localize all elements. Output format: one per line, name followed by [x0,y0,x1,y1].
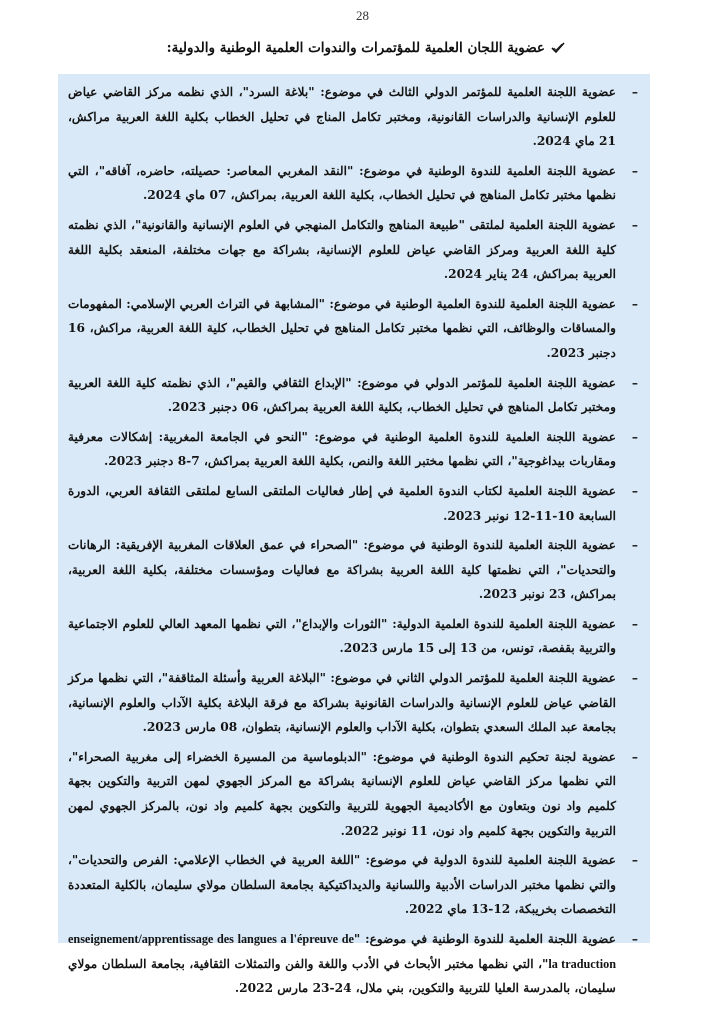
item-text: عضوية لجنة تحكيم الندوة الوطنية في موضوع: "الدبلوماسية من المسيرة الخضراء إلى مغربية الصحراء"، التي نظمها مركز القاضي عياض للعلوم الإنسانية بشراكة مع المركز الجهوي لمهن التربية والتكوين بجهة كلميم واد نون وبتعاون مع الأكاديمية الجهوية للتربية والتكوين بجهة كلميم واد نون، بالمركز الجهوي لمهن التربية والتكوين بجهة كلميم واد نون، 11 نونبر 2022. [68,749,616,838]
checkmark-arrow-icon [551,41,565,55]
item-text: عضوية اللجنة العلمية للندوة الدولية في موضوع: "اللغة العربية في الخطاب الإعلامي: الفرص والتحديات"، والتي نظمها مختبر الدراسات الأدبية واللسانية والديداكتيكية بجامعة السلطان مولاي سليمان، بالكلية المتعددة التخصصات بخريبكة، 12-13 ماي 2022. [68,853,616,917]
list-item [68,159,640,208]
bullet-dash: – [631,163,638,178]
bullet-dash: – [631,483,638,498]
list-item [68,213,640,287]
bullet-dash: – [631,538,638,553]
list-item [68,848,640,922]
list-item [68,292,640,366]
item-text: عضوية اللجنة العلمية للندوة العلمية الوطنية في موضوع: "النحو في الجامعة المغربية: إشكالات معرفية ومقاربات بيداغوجية"، التي نظمها مختبر اللغة والنص، بكلية اللغة العربية بمراكش، 7-8 دجنبر 2023. [68,429,616,469]
bullet-dash: – [631,296,638,311]
list-item [68,533,640,607]
item-text-french: enseignement/apprentissage des langues a l'épreuve de la traduction [68,932,616,971]
list-item [68,371,640,420]
list-item [68,666,640,740]
item-text-part1: عضوية اللجنة العلمية للندوة الوطنية في موضوع: " [353,932,616,946]
item-text: عضوية اللجنة العلمية للمؤتمر الدولي الثاني في موضوع: "البلاغة العربية وأسئلة المثاقفة"، التي نظمها مركز القاضي عياض للعلوم الإنسانية والدراسات القانونية بشراكة مع فرقة البلاغة بكلية الآداب والعلوم الإنسانية، بجامعة عبد الملك السعدي بتطوان، بكلية الآداب والعلوم الإنسانية، بتطوان، 08 مارس 2023. [68,671,616,735]
item-text: عضوية اللجنة العلمية للندوة العلمية الدولية: "الثورات والإبداع"، التي نظمها المعهد العالي للعلوم الاجتماعية والتربية بقفصة، تونس، من 13 إلى 15 مارس 2023. [68,616,616,656]
item-text: عضوية اللجنة العلمية للندوة الوطنية في موضوع: "الصحراء في عمق العلاقات المغربية الإفريقية: الرهانات والتحديات"، التي نظمتها كلية اللغة العربية بشراكة مع فعاليات ومؤسسات مختلفة، بكلية اللغة العربية، بمراكش، 23 نونبر 2023. [68,538,616,602]
item-text: عضوية اللجنة العلمية لملتقى "طبيعة المناهج والتكامل المنهجي في العلوم الإنسانية والقانونية"، الذي نظمته كلية اللغة العربية ومركز القاضي عياض للعلوم الإنسانية، بشراكة مع جهات مختلفة، المنعقد بكلية اللغة العربية بمراكش، 24 يناير 2024. [68,217,616,282]
list-item [68,612,640,661]
bullet-dash: – [631,85,638,99]
item-text: عضوية اللجنة العلمية للمؤتمر الدولي في موضوع: "الإبداع الثقافي والقيم"، الذي نظمته كلية اللغة العربية ومختبر تكامل المناهج في تحليل الخطاب، بكلية اللغة العربية بمراكش، 06 دجنبر 2023. [68,375,616,415]
committees-list [58,74,650,996]
bullet-dash: – [631,749,638,764]
section-heading-text: عضوية اللجان العلمية للمؤتمرات والندوات العلمية الوطنية والدولية: [166,40,545,56]
bullet-dash: – [631,375,638,390]
list-item [68,80,640,154]
item-text-part2: "، التي نظمها مختبر الأبحاث في الأدب واللغة والفن والتمثلات الثقافية، بجامعة السلطان مولاي سليمان، بالمدرسة العليا للتربية والتكوين، بني ملال، 24-23 مارس 2022. [68,956,616,996]
bullet-dash: – [631,616,638,631]
bullet-dash: – [631,429,638,444]
item-text: عضوية اللجنة العلمية للندوة الوطنية في موضوع: "النقد المغربي المعاصر: حصيلته، حاضره، آفاقه"، التي نظمها مختبر تكامل المناهج في تحليل الخطاب، بكلية اللغة العربية، بمراكش، 07 ماي 2024. [68,163,616,203]
list-item [68,927,640,1001]
page-number: 28 [356,8,369,23]
bullet-dash: – [631,853,638,868]
item-text: عضوية اللجنة العلمية للندوة العلمية الوطنية في موضوع: "المشابهة في التراث العربي الإسلامي: المفهومات والمساقات والوظائف، التي نظمها مختبر تكامل المناهج في تحليل الخطاب، كلية اللغة العربية، مراكش، 16 دجنبر 2023. [68,296,616,360]
bullet-dash: – [631,671,638,686]
list-item [68,479,640,528]
item-text: عضوية اللجنة العلمية للمؤتمر الدولي الثالث في موضوع: "بلاغة السرد"، الذي نظمه مركز القاضي عياض للعلوم الإنسانية والدراسات القانونية، ومختبر تكامل المناج في تحليل الخطاب بكلية اللغة العربية مراكش، 21 ماي 2024. [68,85,616,149]
bullet-dash: – [631,217,638,232]
section-heading [167,40,565,56]
list-item [68,745,640,843]
list-item [68,425,640,474]
item-text: عضوية اللجنة العلمية لكتاب الندوة العلمية في إطار فعاليات الملتقى السابع لملتقى الثقافة العربي، الدورة السابعة 10-11-12 نونبر 2023. [68,483,616,523]
bullet-dash: – [631,932,638,946]
